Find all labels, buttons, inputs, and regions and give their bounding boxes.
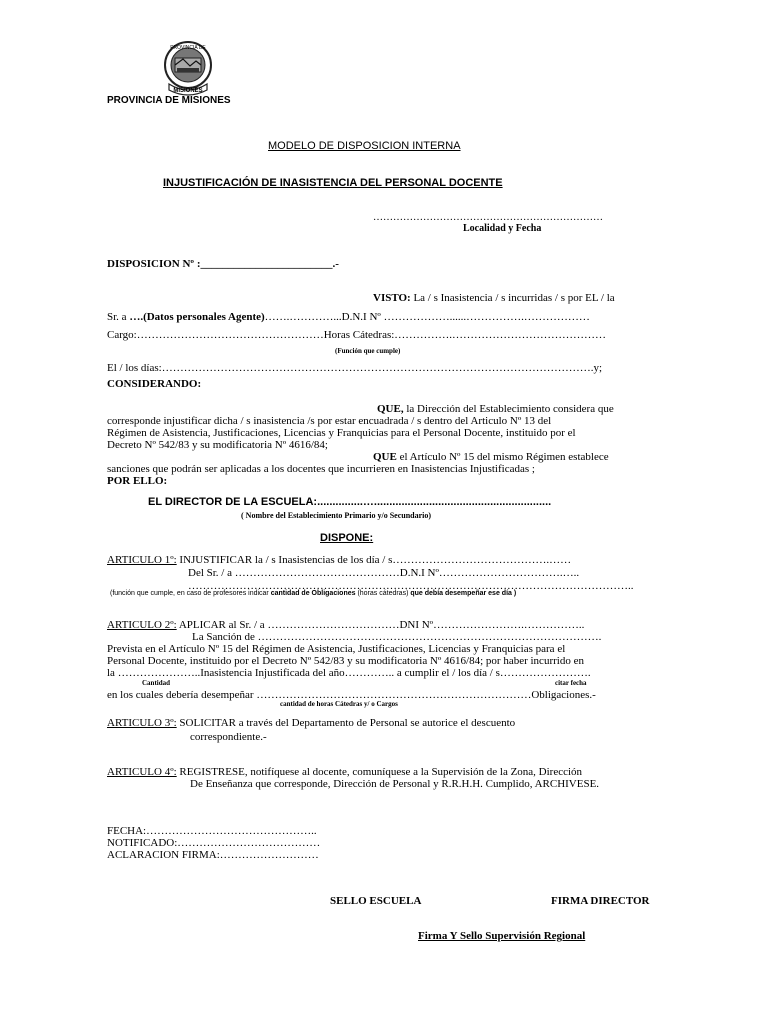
art4-line-1 [107, 766, 582, 778]
document-title: MODELO DE DISPOSICION INTERNA [268, 140, 461, 152]
firma-sello-supervision-label: Firma Y Sello Supervisión Regional [418, 930, 586, 942]
por-ello-heading: POR ELLO: [107, 475, 168, 487]
art2-line-6: en los cuales debería desempeñar …………………………………………………………………Obligaciones.- [107, 689, 596, 701]
disposicion-label: DISPOSICION Nº : [107, 258, 201, 270]
province-name: PROVINCIA DE MISIONES [107, 95, 231, 106]
art4-line-2: De Enseñanza que corresponde, Dirección de Personal y R.R.H.H. Cumplido, ARCHIVESE. [190, 778, 600, 790]
art4-text-1: REGISTRESE, notifíquese al docente, comuníquese a la Supervisión de la Zona, Dirección [179, 766, 583, 778]
art1-text-1: INJUSTIFICAR la / s Inasistencias de los día / s…………………………………….…… [179, 554, 572, 566]
fecha-field: FECHA:……………………………………….. [107, 825, 317, 837]
disposicion-number [107, 258, 339, 270]
art2-line-2: La Sanción de …………………………………………………………………………………. [192, 631, 602, 643]
art3-text-1: SOLICITAR a través del Departamento de Personal se autorice el descuento [179, 717, 516, 729]
funcion-note: (Función que cumple) [335, 347, 401, 355]
document-subtitle: INJUSTIFICACIÓN DE INASISTENCIA DEL PERSONAL DOCENTE [163, 177, 503, 189]
visto-line-4 [107, 362, 602, 374]
que2-text-1: el Artículo Nº 15 del mismo Régimen establece [399, 451, 609, 463]
visto-text-1: La / s Inasistencia / s incurridas / s por EL / la [413, 292, 615, 304]
art1-note-b: cantidad de Obligaciones [270, 590, 356, 597]
que1-line-4: Decreto Nº 542/83 y su modificatoria Nº 4616/84; [107, 439, 328, 451]
art2-note: cantidad de horas Cátedras y/ o Cargos [280, 700, 398, 708]
que1-label: QUE, [377, 403, 404, 415]
que1-text-1: la Dirección del Establecimiento considera que [406, 403, 614, 415]
art1-line-2: Del Sr. / a ………………………………………D.N.I Nº…………………………….….. [188, 567, 580, 579]
art2-line-1 [107, 619, 584, 631]
director-label: EL DIRECTOR DE LA ESCUELA: [148, 496, 318, 508]
que1-line-2: corresponde injustificar dicha / s inasistencia /s por estar encuadrada / s dentro del Articulo Nº 13 del [107, 415, 552, 427]
que2-label: QUE [373, 451, 397, 463]
disposicion-line: ________________________ [200, 258, 333, 270]
director-line [148, 496, 551, 508]
considerando-heading: CONSIDERANDO: [107, 378, 202, 390]
svg-text:PROVINCIA DE: PROVINCIA DE [170, 45, 206, 51]
visto-line-1 [373, 292, 615, 304]
art2-line-4: Personal Docente, instituido por el Decreto Nº 542/83 y su modificatoria Nº 4616/84; por haber incurrido en [107, 655, 584, 667]
visto-label: VISTO: [373, 292, 411, 304]
art1-note-c: (horas cátedras) [355, 590, 411, 597]
art2-text-1: APLICAR al Sr. / a ………………………………DNI Nº…………………….…………….. [178, 619, 585, 631]
visto-line-2 [107, 311, 590, 323]
visto-sr: Sr. a [107, 311, 130, 323]
art2-cantidad-note: Cantidad [142, 679, 171, 687]
svg-text:MISIONES: MISIONES [173, 88, 203, 94]
disposicion-suffix: .- [332, 258, 339, 270]
director-note: ( Nombre del Establecimiento Primario y/o Secundario) [241, 511, 432, 520]
aclaracion-firma-field: ACLARACION FIRMA:……………………… [107, 849, 319, 861]
art2-line-3: Prevista en el Artículo Nº 15 del Régimen de Asistencia, Justificaciones, Licencias y Franquicias para el [107, 643, 566, 655]
art4-label: ARTICULO 4º: [107, 766, 177, 778]
locality-label: Localidad y Fecha [463, 223, 542, 234]
visto-dias-end: ….y; [579, 362, 603, 374]
firma-director-label: FIRMA DIRECTOR [551, 895, 650, 907]
locality-dots: …………………………………………………………… [373, 212, 603, 223]
art3-label: ARTICULO 3º: [107, 717, 177, 729]
art3-line-2: correspondiente.- [190, 731, 267, 743]
visto-datos-agente: ….(Datos personales Agente) [129, 311, 265, 323]
director-dots: ...............….......................................................... [317, 496, 552, 508]
que1-line-1 [377, 403, 662, 415]
art1-note-d: que debía desempeñar ese día ) [410, 590, 517, 597]
province-seal-logo [163, 40, 213, 96]
que2-line-2: sanciones que podrán ser aplicadas a los docentes que incurrieren en Inasistencias Injustificadas ; [107, 463, 535, 475]
art1-note [110, 590, 516, 597]
visto-dias: El / los días:…………………………………………………………………………………………………… [107, 362, 580, 374]
art2-line-5: la …………………..Inasistencia Injustificada del año………….. a cumplir el / los día / s……………………. [107, 667, 591, 679]
sello-escuela-label: SELLO ESCUELA [330, 895, 422, 907]
art1-line-1 [107, 554, 571, 566]
notificado-field: NOTIFICADO:………………………………… [107, 837, 321, 849]
art2-citar-fecha-note: citar fecha [555, 679, 587, 687]
art2-label: ARTICULO 2º: [107, 619, 177, 631]
art1-label: ARTICULO 1º: [107, 554, 177, 566]
art3-line-1 [107, 717, 515, 729]
art1-line-3: ………………………………………………………………………………………………………….. [188, 580, 634, 592]
visto-dni: …….…………...D.N.I Nº ………………......…………….……………… [264, 311, 590, 323]
art1-note-a: (función que cumple, en caso de profesores indicar [110, 590, 271, 597]
dispone-heading: DISPONE: [320, 532, 374, 544]
que2-line-1 [373, 451, 609, 463]
que1-line-3: Régimen de Asistencia, Justificaciones, Licencias y Franquicias para el Personal Docente, instituido por el [107, 427, 576, 439]
visto-line-3: Cargo:……………………………………………Horas Cátedras:…………….…………………………………… [107, 329, 607, 341]
